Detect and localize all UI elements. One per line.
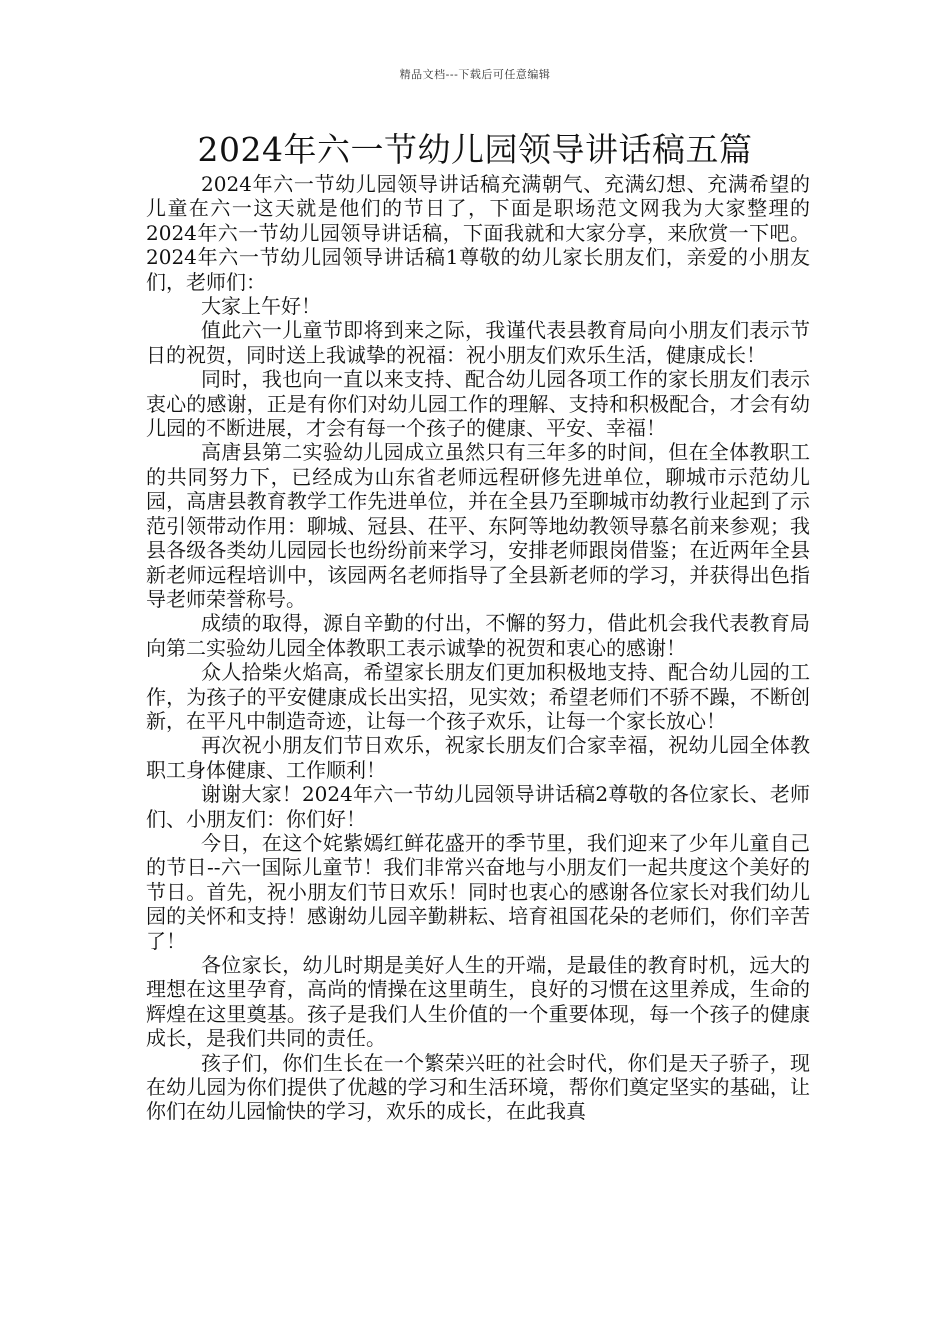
paragraph: 2024年六一节幼儿园领导讲话稿充满朝气、充满幻想、充满希望的儿童在六一这天就是他们的节日了，下面是职场范文网我为大家整理的2024年六一节幼儿园领导讲话稿，下面我就和大家分享，来欣赏一下吧。2024年六一节幼儿园领导讲话稿1尊敬的幼儿家长朋友们，亲爱的小朋友们，老师们： — [146, 172, 810, 294]
paragraph: 今日，在这个姹紫嫣红鲜花盛开的季节里，我们迎来了少年儿童自己的节日--六一国际儿童节！我们非常兴奋地与小朋友们一起共度这个美好的节日。首先，祝小朋友们节日欢乐！同时也衷心的感谢各位家长对我们幼儿园的关怀和支持！感谢幼儿园辛勤耕耘、培育祖国花朵的老师们，你们辛苦了！ — [146, 830, 810, 953]
paragraph: 值此六一儿童节即将到来之际，我谨代表县教育局向小朋友们表示节日的祝贺，同时送上我诚挚的祝福：祝小朋友们欢乐生活，健康成长！ — [146, 318, 810, 367]
paragraph: 再次祝小朋友们节日欢乐，祝家长朋友们合家幸福，祝幼儿园全体教职工身体健康、工作顺利！ — [146, 733, 810, 782]
header-note: 精品文档---下载后可任意编辑 — [399, 68, 551, 81]
document-title: 2024年六一节幼儿园领导讲话稿五篇 — [197, 130, 753, 169]
paragraph: 孩子们，你们生长在一个繁荣兴旺的社会时代，你们是天子骄子，现在幼儿园为你们提供了优越的学习和生活环境，帮你们奠定坚实的基础，让你们在幼儿园愉快的学习，欢乐的成长，在此我真 — [146, 1050, 810, 1124]
paragraph: 同时，我也向一直以来支持、配合幼儿园各项工作的家长朋友们表示衷心的感谢，正是有你们对幼儿园工作的理解、支持和积极配合，才会有幼儿园的不断进展，才会有每一个孩子的健康、平安、幸福！ — [146, 367, 810, 441]
paragraph: 各位家长，幼儿时期是美好人生的开端，是最佳的教育时机，远大的理想在这里孕育，高尚的情操在这里萌生，良好的习惯在这里养成，生命的辉煌在这里奠基。孩子是我们人生价值的一个重要体现，每一个孩子的健康成长，是我们共同的责任。 — [146, 953, 810, 1051]
paragraph: 高唐县第二实验幼儿园成立虽然只有三年多的时间，但在全体教职工的共同努力下，已经成为山东省老师远程研修先进单位，聊城市示范幼儿园，高唐县教育教学工作先进单位，并在全县乃至聊城市幼教行业起到了示范引领带动作用：聊城、冠县、茌平、东阿等地幼教领导慕名前来参观；我县各级各类幼儿园园长也纷纷前来学习，安排老师跟岗借鉴；在近两年全县新老师远程培训中，该园两名老师指导了全县新老师的学习，并获得出色指导老师荣誉称号。 — [146, 440, 810, 611]
paragraph: 谢谢大家！2024年六一节幼儿园领导讲话稿2尊敬的各位家长、老师们、小朋友们：你们好！ — [146, 782, 810, 831]
document-body — [146, 172, 810, 1124]
paragraph: 大家上午好！ — [201, 294, 321, 319]
paragraph: 众人拾柴火焰高，希望家长朋友们更加积极地支持、配合幼儿园的工作，为孩子的平安健康成长出实招，见实效；希望老师们不骄不躁，不断创新，在平凡中制造奇迹，让每一个孩子欢乐，让每一个家长放心！ — [146, 660, 810, 733]
paragraph: 成绩的取得，源自辛勤的付出，不懈的努力，借此机会我代表教育局向第二实验幼儿园全体教职工表示诚挚的祝贺和衷心的感谢！ — [146, 611, 810, 660]
